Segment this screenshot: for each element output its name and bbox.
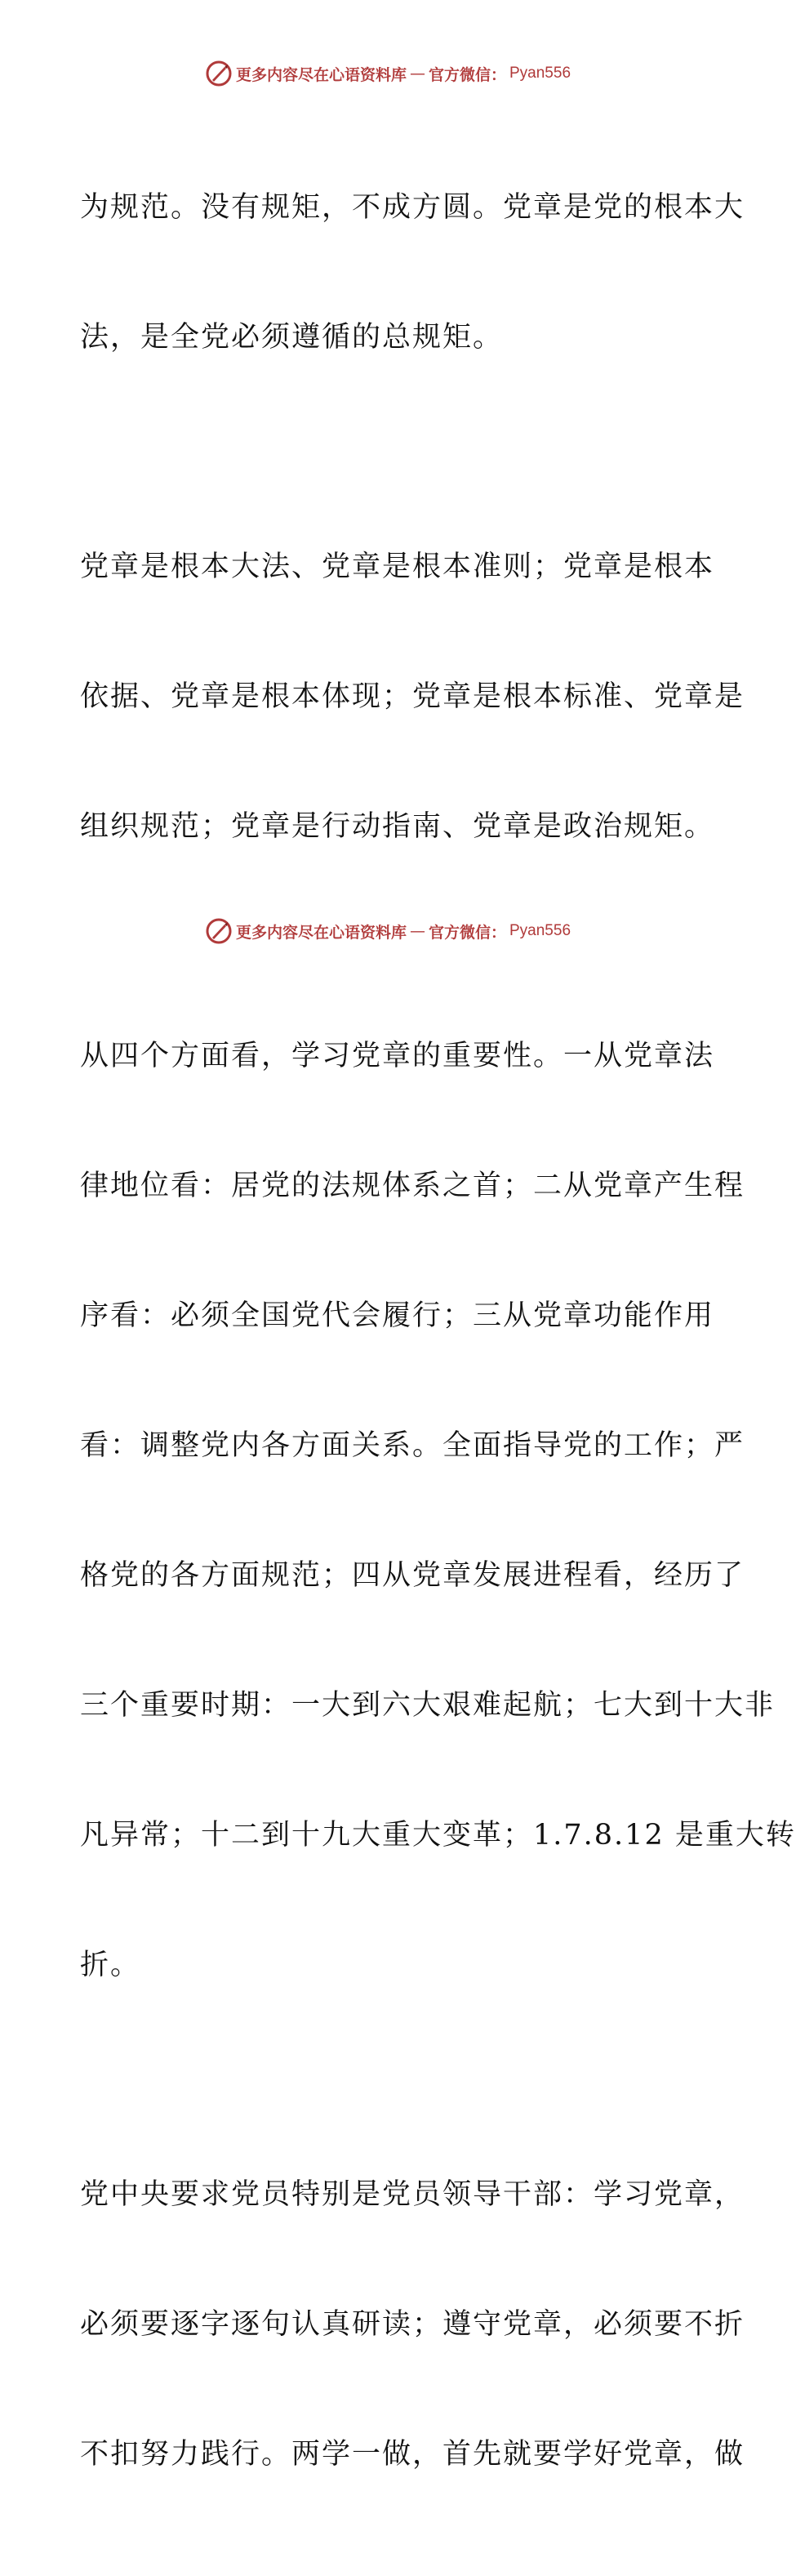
text-line: 看：调整党内各方面关系。全面指导党的工作；严: [80, 1429, 745, 1462]
text-line: 必须要逐字逐句认真研读；遵守党章，必须要不折: [80, 2308, 745, 2341]
text-line: 序看：必须全国党代会履行；三从党章功能作用: [80, 1299, 715, 1332]
watermark-dash: —: [409, 65, 425, 82]
header-watermark: [0, 57, 776, 90]
text-line: 不扣努力践行。两学一做，首先就要学好党章，做: [80, 2438, 745, 2471]
watermark-label: 官方微信：: [428, 923, 506, 942]
text-line: 党章是根本大法、党章是根本准则；党章是根本: [80, 550, 715, 583]
text-line: 折。: [80, 1949, 141, 1981]
watermark-dash: —: [409, 922, 425, 940]
paragraph-2: [80, 459, 745, 935]
quill-pen-icon: [205, 60, 233, 87]
text-line: 律地位看：居党的法规体系之首；二从党章产生程: [80, 1170, 745, 1202]
text-line: 从四个方面看，学习党章的重要性。一从党章法: [80, 1040, 715, 1072]
text-line: 法，是全党必须遵循的总规矩。: [80, 321, 504, 354]
watermark-brand: 更多内容尽在心语资料库: [235, 65, 407, 84]
paragraph-4: [80, 2087, 745, 2563]
text-line: 组织规范；党章是行动指南、党章是政治规矩。: [80, 810, 715, 843]
watermark-brand: 更多内容尽在心语资料库: [235, 923, 407, 942]
watermark-wechat-id: Pyan556: [509, 65, 571, 82]
paragraph-3: [80, 948, 796, 2074]
text-line: 党中央要求党员特别是党员领导干部：学习党章，: [80, 2178, 745, 2211]
text-line: 凡异常；十二到十九大重大变革；1.7.8.12 是重大转: [80, 1819, 796, 1852]
text-line: 为规范。没有规矩，不成方圆。党章是党的根本大: [80, 191, 745, 224]
text-line: 依据、党章是根本体现；党章是根本标准、党章是: [80, 680, 745, 713]
text-line: 格党的各方面规范；四从党章发展进程看，经历了: [80, 1559, 745, 1592]
watermark-wechat-id: Pyan556: [509, 922, 571, 939]
text-line: 三个重要时期：一大到六大艰难起航；七大到十大非: [80, 1689, 776, 1722]
quill-pen-icon: [205, 917, 233, 945]
watermark-label: 官方微信：: [428, 65, 506, 84]
footer-watermark: [0, 915, 776, 947]
paragraph-1: [80, 100, 745, 446]
document-body: [80, 100, 796, 2576]
